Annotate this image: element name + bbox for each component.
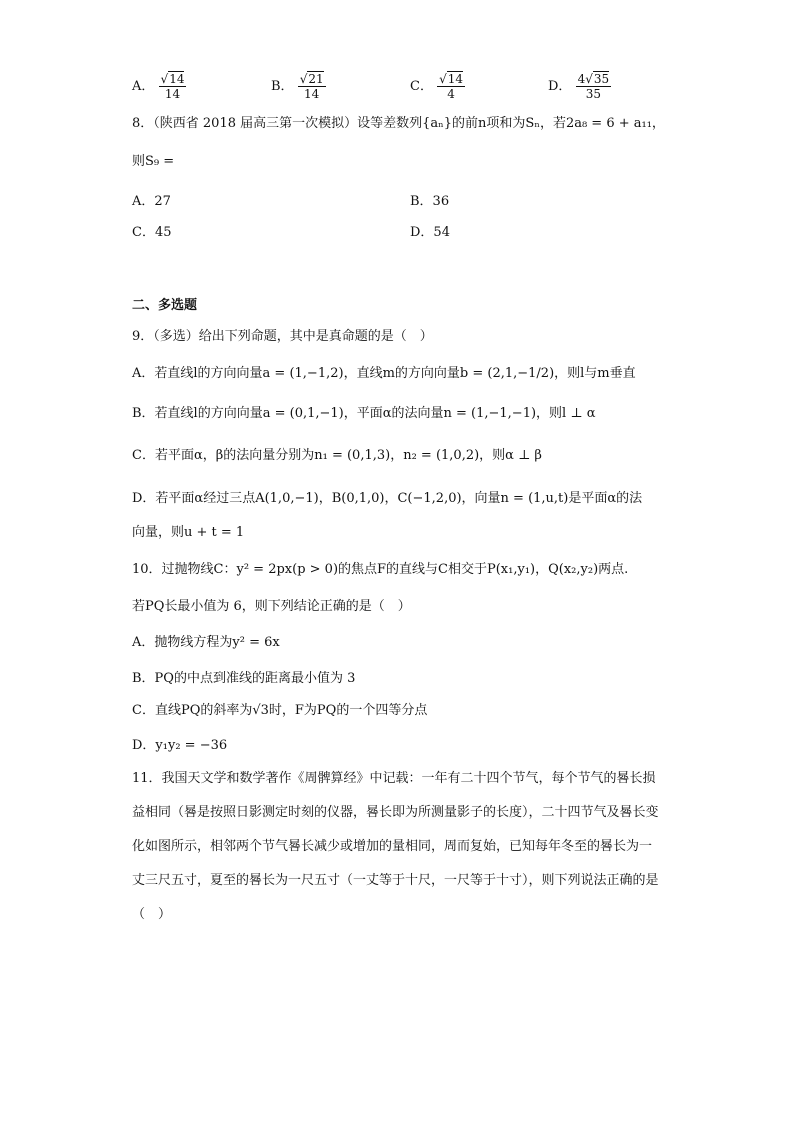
q9-option-c: C．若平面α，β的法向量分别为n₁ = (0,1,3)，n₂ = (1,0,2)，则α ⊥ β <box>132 448 542 463</box>
q7-option-c: C． $\frac{√14}{4}$ <box>410 72 464 101</box>
q10-stem-cont: 若PQ长最小值为 6，则下列结论正确的是（ ） <box>132 599 411 614</box>
q8-stem: 8．（陕西省 2018 届高三第一次模拟）设等差数列{aₙ}的前n项和为Sₙ，若2a₈ = 6 + a₁₁， <box>132 116 665 131</box>
q8-option-b: B．36 <box>410 194 450 209</box>
q10-option-d: D．y₁y₂ = −36 <box>132 738 228 753</box>
q9-option-d: D．若平面α经过三点A(1,0,−1)，B(0,1,0)，C(−1,2,0)，向量n = (1,u,t)是平面α的法 <box>132 491 643 506</box>
q8-option-a: A．27 <box>132 194 171 209</box>
q7-option-a: A． $\frac{√14}{14}$ <box>132 72 185 101</box>
q9-stem: 9．（多选）给出下列命题，其中是真命题的是（ ） <box>132 329 433 344</box>
q9-option-b: B．若直线l的方向向量a = (0,1,−1)，平面α的法向量n = (1,−1,−1)，则l ⊥ α <box>132 406 596 421</box>
q10-option-c: C．直线PQ的斜率为√3时，F为PQ的一个四等分点 <box>132 703 428 718</box>
fraction: $\frac{√21}{14}$ <box>299 72 324 101</box>
q8-option-c: C．45 <box>132 225 172 240</box>
q10-option-a: A．抛物线方程为y² = 6x <box>132 635 280 650</box>
q8-option-d: D．54 <box>410 225 450 240</box>
q10-stem: 10．过抛物线C：y² = 2px(p > 0)的焦点F的直线与C相交于P(x₁,y₁)，Q(x₂,y₂)两点. <box>132 562 629 577</box>
q7-option-d: D． $\frac{4√35}{35}$ <box>548 72 610 101</box>
q8-stem-cont: 则S₉ = <box>132 154 175 169</box>
q9-option-d-cont: 向量，则u + t = 1 <box>132 525 245 540</box>
q9-option-a: A．若直线l的方向向量a = (1,−1,2)，直线m的方向向量b = (2,1,−1/2)，则l与m垂直 <box>132 366 636 381</box>
q10-option-b: B．PQ的中点到准线的距离最小值为 3 <box>132 671 356 686</box>
fraction: $\frac{4√35}{35}$ <box>577 72 610 101</box>
q7-option-b: B． $\frac{√21}{14}$ <box>271 72 324 101</box>
fraction: $\frac{√14}{14}$ <box>160 72 185 101</box>
section-heading: 二、多选题 <box>132 298 198 313</box>
fraction: $\frac{√14}{4}$ <box>439 72 464 101</box>
q11-stem: 11．我国天文学和数学著作《周髀算经》中记载：一年有二十四个节气，每个节气的晷长损益相同（晷是按照日影测定时刻的仪器，晷长即为所测量影子的长度），二十四节气及晷长变化如图所示，相邻两个节气晷长减少或增加的量相同，周而复始，已知每年冬至的晷长为一丈三尺五寸，夏至的晷长为一尺五寸（一丈等于十尺，一尺等于十寸），则下列说法正确的是（ ） <box>132 771 659 922</box>
